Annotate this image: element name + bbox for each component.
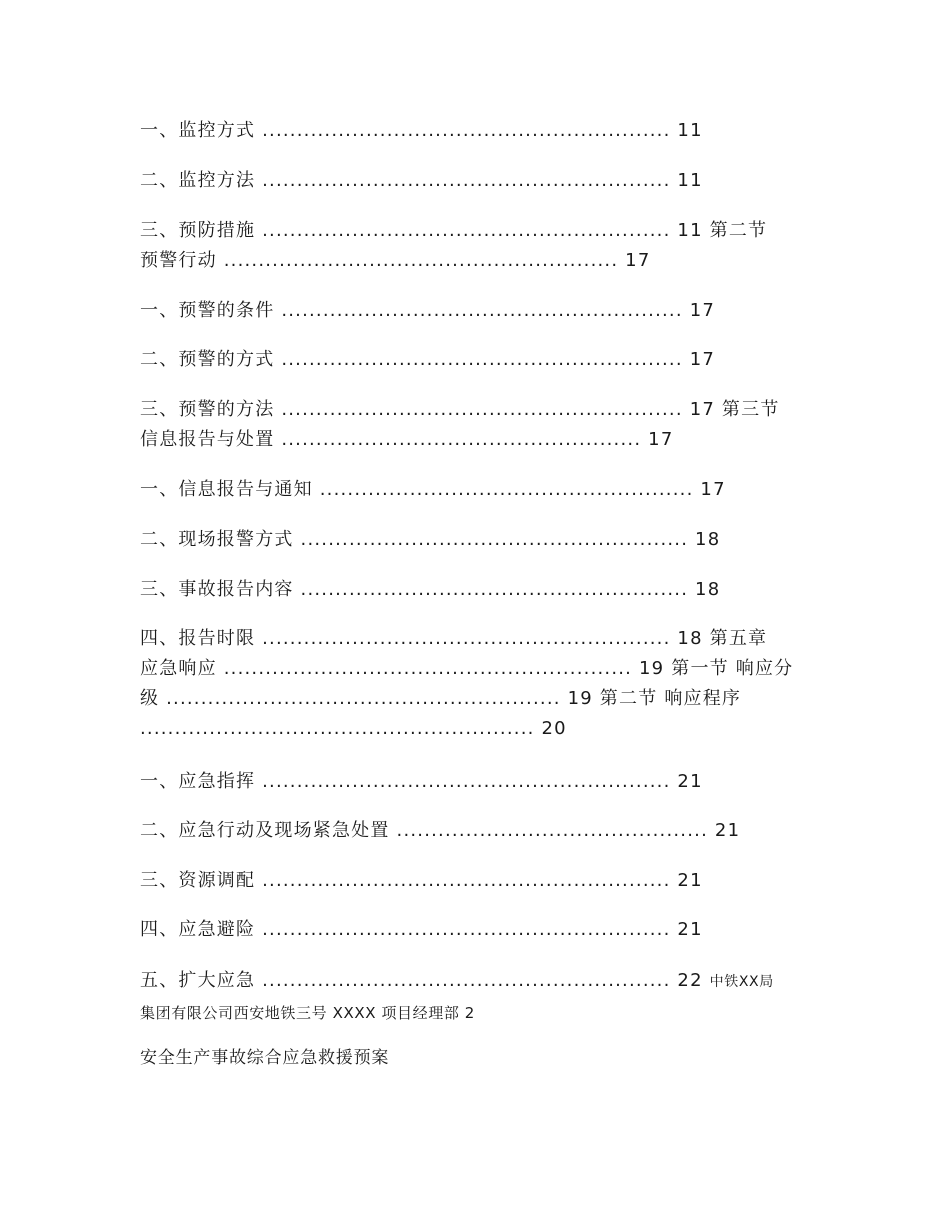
toc-line: 二、监控方法 ........................................................... 11 <box>140 170 703 191</box>
toc-line: 五、扩大应急 ........................................................... 22 <box>140 970 703 991</box>
toc-line: 一、预警的条件 .......................................................... 17 <box>140 300 716 321</box>
toc-line: 一、应急指挥 ........................................................... 21 <box>140 771 703 792</box>
toc-entry-monitoring-method <box>140 166 820 196</box>
toc-line: 应急响应 ........................................................... 19 第一节 响应分 <box>140 658 794 679</box>
toc-line: 三、事故报告内容 ........................................................ 18 <box>140 579 721 600</box>
footer-company-prefix: 中铁XX局 <box>709 974 774 990</box>
toc-line: ......................................................... 20 <box>140 718 567 739</box>
toc-line: 一、信息报告与通知 ...................................................... 17 <box>140 479 726 500</box>
toc-entry-emergency-action <box>140 816 820 846</box>
toc-line: 二、预警的方式 .......................................................... 17 <box>140 349 716 370</box>
toc-line: 四、报告时限 ........................................................... 18 第五章 <box>140 628 768 649</box>
toc-line: 三、预警的方法 .......................................................... 17 第三节 <box>140 399 780 420</box>
toc-entry-warning-conditions <box>140 296 820 326</box>
toc-line: 一、监控方式 ........................................................... 11 <box>140 120 703 141</box>
toc-entry-resource-allocation <box>140 866 820 896</box>
toc-line: 二、应急行动及现场紧急处置 ............................................. 21 <box>140 820 741 841</box>
toc-entry-expanded-response <box>140 966 820 997</box>
toc-entry-accident-report-content <box>140 575 820 605</box>
toc-entry-report-time-limit <box>140 624 820 744</box>
toc-entry-emergency-command <box>140 767 820 797</box>
toc-entry-warning-methods <box>140 395 820 455</box>
toc-line: 预警行动 ......................................................... 17 <box>140 250 651 271</box>
toc-entry-monitoring-mode <box>140 116 820 146</box>
toc-entry-emergency-avoidance <box>140 915 820 945</box>
footer-company-line: 集团有限公司西安地铁三号 XXXX 项目经理部 2 <box>140 1004 475 1022</box>
toc-line: 四、应急避险 ........................................................... 21 <box>140 919 703 940</box>
toc-line: 级 ......................................................... 19 第二节 响应程序 <box>140 688 742 709</box>
toc-line: 三、预防措施 ........................................................... 11 第二节 <box>140 220 768 241</box>
toc-line: 三、资源调配 ........................................................... 21 <box>140 870 703 891</box>
document-title: 安全生产事故综合应急救援预案 <box>140 1048 390 1068</box>
toc-line: 二、现场报警方式 ........................................................ 18 <box>140 529 721 550</box>
toc-entry-info-report-notice <box>140 475 820 505</box>
toc-line: 信息报告与处置 .................................................... 17 <box>140 429 674 450</box>
toc-entry-onsite-alarm <box>140 525 820 555</box>
toc-entry-prevention-measures <box>140 216 820 276</box>
toc-entry-warning-modes <box>140 345 820 375</box>
